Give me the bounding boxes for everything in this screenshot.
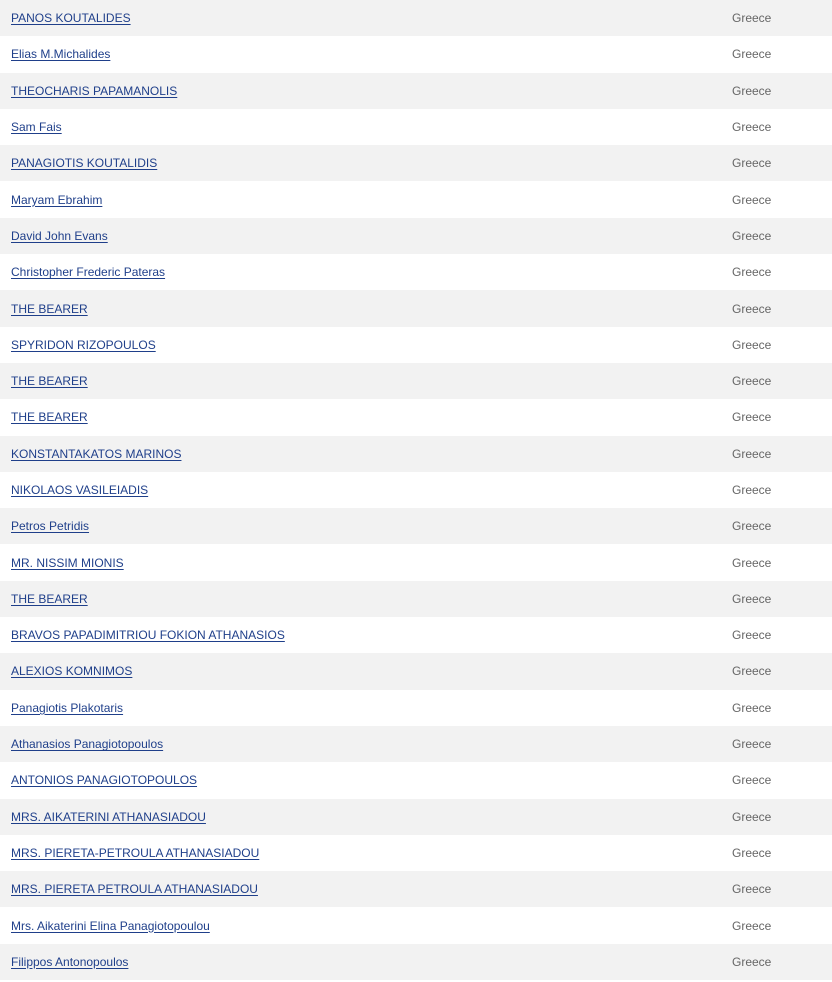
entity-name-link[interactable]: Petros Petridis (11, 519, 90, 534)
table-row (0, 726, 832, 762)
table-row (0, 944, 832, 980)
entity-name-link[interactable]: ANTONIOS PANAGIOTOPOULOS (11, 773, 198, 788)
table-row (0, 327, 832, 363)
country-label: Greece (732, 918, 772, 933)
country-label: Greece (732, 47, 772, 62)
entity-name-link[interactable]: BRAVOS PAPADIMITRIOU FOKION ATHANASIOS (11, 628, 285, 643)
country-label: Greece (732, 11, 772, 26)
country-label: Greece (732, 192, 772, 207)
country-label: Greece (732, 519, 772, 534)
entity-name-link[interactable]: Athanasios Panagiotopoulos (11, 737, 164, 752)
country-label: Greece (732, 337, 772, 352)
entity-name-link[interactable]: THEOCHARIS PAPAMANOLIS (11, 83, 178, 98)
entity-name-link[interactable]: MRS. AIKATERINI ATHANASIADOU (11, 809, 206, 824)
table-row (0, 181, 832, 217)
country-label: Greece (732, 301, 772, 316)
table-row (0, 835, 832, 871)
entity-name-link[interactable]: Filippos Antonopoulos (11, 954, 129, 969)
country-label: Greece (732, 483, 772, 497)
table-row (0, 218, 832, 254)
table-row (0, 871, 832, 907)
table-row (0, 762, 832, 798)
entity-name-link[interactable]: Elias M.Michalides (11, 47, 111, 62)
table-row (0, 907, 832, 943)
entity-name-link[interactable]: SPYRIDON RIZOPOULOS (11, 337, 156, 352)
country-label: Greece (732, 591, 772, 606)
country-label: Greece (732, 265, 772, 280)
table-row (0, 290, 832, 326)
table-row (0, 36, 832, 72)
country-label: Greece (732, 83, 772, 98)
country-label: Greece (732, 120, 772, 135)
country-label: Greece (732, 446, 772, 461)
table-row (0, 690, 832, 726)
entity-name-link[interactable]: MRS. PIERETA-PETROULA ATHANASIADOU (11, 845, 260, 860)
country-label: Greece (732, 845, 772, 860)
table-row (0, 617, 832, 653)
country-label: Greece (732, 374, 772, 389)
country-label: Greece (732, 664, 772, 679)
country-label: Greece (732, 700, 772, 715)
country-label: Greece (732, 773, 772, 788)
table-row (0, 581, 832, 617)
table-row (0, 145, 832, 181)
country-label: Greece (732, 809, 772, 824)
country-label: Greece (732, 228, 772, 243)
table-row (0, 653, 832, 689)
entity-name-link[interactable]: PANOS KOUTALIDES (11, 11, 131, 26)
country-label: Greece (732, 737, 772, 752)
table-row (0, 254, 832, 290)
entity-name-link[interactable]: David John Evans (11, 228, 108, 243)
table-row (0, 73, 832, 109)
entity-name-link[interactable]: Mrs. Aikaterini Elina Panagiotopoulou (11, 918, 210, 933)
entity-name-link[interactable]: THE BEARER (11, 374, 88, 389)
table-row (0, 399, 832, 435)
table-row (0, 799, 832, 835)
entity-name-link[interactable]: Sam Fais (11, 120, 62, 135)
entity-name-link[interactable]: Panagiotis Plakotaris (11, 700, 124, 715)
table-row (0, 472, 832, 508)
table-row (0, 436, 832, 472)
entity-name-link[interactable]: THE BEARER (11, 301, 88, 316)
country-label: Greece (732, 410, 772, 425)
table-row (0, 109, 832, 145)
country-label: Greece (732, 628, 772, 643)
table-row (0, 363, 832, 399)
table-row (0, 0, 832, 36)
table-row (0, 544, 832, 580)
entity-name-link[interactable]: Christopher Frederic Pateras (11, 265, 166, 280)
entity-name-link[interactable]: NIKOLAOS VASILEIADIS (11, 483, 149, 497)
entity-name-link[interactable]: MRS. PIERETA PETROULA ATHANASIADOU (11, 882, 258, 897)
entity-name-link[interactable]: THE BEARER (11, 591, 88, 606)
entity-name-link[interactable]: THE BEARER (11, 410, 88, 425)
entity-name-link[interactable]: ALEXIOS KOMNIMOS (11, 664, 133, 679)
country-label: Greece (732, 555, 772, 570)
country-label: Greece (732, 882, 772, 897)
entity-name-link[interactable]: KONSTANTAKATOS MARINOS (11, 446, 182, 461)
table-row (0, 508, 832, 544)
entity-name-link[interactable]: PANAGIOTIS KOUTALIDIS (11, 156, 158, 171)
entity-name-link[interactable]: MR. NISSIM MIONIS (11, 555, 124, 570)
country-label: Greece (732, 954, 772, 969)
entity-name-link[interactable]: Maryam Ebrahim (11, 192, 103, 207)
country-label: Greece (732, 156, 772, 171)
